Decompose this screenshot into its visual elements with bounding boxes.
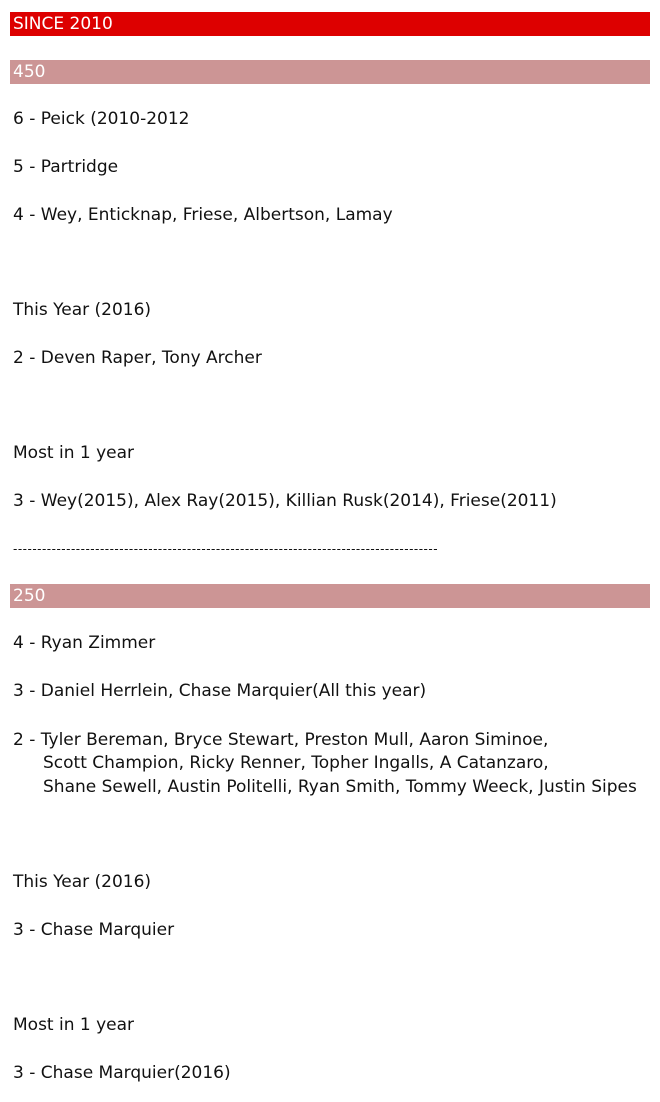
record-count: 2 bbox=[13, 730, 24, 750]
record-line bbox=[13, 631, 155, 655]
record-count: 3 bbox=[13, 1063, 24, 1083]
most-in-year-label: Most in 1 year bbox=[13, 443, 135, 463]
record-count: 4 bbox=[13, 205, 24, 225]
record-text: - Chase Marquier(2016) bbox=[23, 1063, 231, 1083]
page-title-bar bbox=[10, 12, 650, 36]
record-continuation: Scott Champion, Ricky Renner, Topher Ingalls, A Catanzaro, bbox=[43, 753, 549, 773]
record-line bbox=[13, 203, 393, 227]
this-year-label: This Year (2016) bbox=[13, 300, 152, 320]
record-line bbox=[13, 489, 557, 513]
this-year-label: This Year (2016) bbox=[13, 872, 152, 892]
record-text: - Peick (2010-2012 bbox=[23, 109, 190, 129]
record-count: 6 bbox=[13, 109, 24, 129]
record-line bbox=[13, 346, 262, 370]
record-count: 5 bbox=[13, 157, 24, 177]
record-continuation: Shane Sewell, Austin Politelli, Ryan Smith, Tommy Weeck, Justin Sipes bbox=[43, 777, 637, 797]
section-heading-250 bbox=[10, 584, 650, 608]
page-title: SINCE 2010 bbox=[13, 14, 113, 34]
record-text: - Daniel Herrlein, Chase Marquier(All this year) bbox=[23, 681, 427, 701]
record-line bbox=[13, 679, 426, 703]
record-line bbox=[13, 107, 190, 131]
section-heading-450 bbox=[10, 60, 650, 84]
record-text: - Tyler Bereman, Bryce Stewart, Preston Mull, Aaron Siminoe, bbox=[23, 730, 549, 750]
record-text: - Chase Marquier bbox=[23, 920, 175, 940]
record-text: - Deven Raper, Tony Archer bbox=[23, 348, 262, 368]
record-text: - Wey, Enticknap, Friese, Albertson, Lamay bbox=[23, 205, 393, 225]
record-text: - Wey(2015), Alex Ray(2015), Killian Rusk(2014), Friese(2011) bbox=[23, 491, 557, 511]
section-heading-label: 450 bbox=[13, 62, 46, 82]
record-count: 4 bbox=[13, 633, 24, 653]
record-line bbox=[13, 1061, 231, 1085]
record-count: 3 bbox=[13, 681, 24, 701]
record-text: - Ryan Zimmer bbox=[23, 633, 156, 653]
record-count: 3 bbox=[13, 491, 24, 511]
record-count: 3 bbox=[13, 920, 24, 940]
record-count: 2 bbox=[13, 348, 24, 368]
record-line bbox=[13, 918, 174, 942]
section-heading-label: 250 bbox=[13, 586, 46, 606]
divider-line: ---------------------------------------------------------------------------------------- bbox=[13, 542, 439, 556]
record-line bbox=[13, 728, 548, 752]
most-in-year-label: Most in 1 year bbox=[13, 1015, 135, 1035]
record-line bbox=[13, 155, 118, 179]
record-text: - Partridge bbox=[23, 157, 119, 177]
